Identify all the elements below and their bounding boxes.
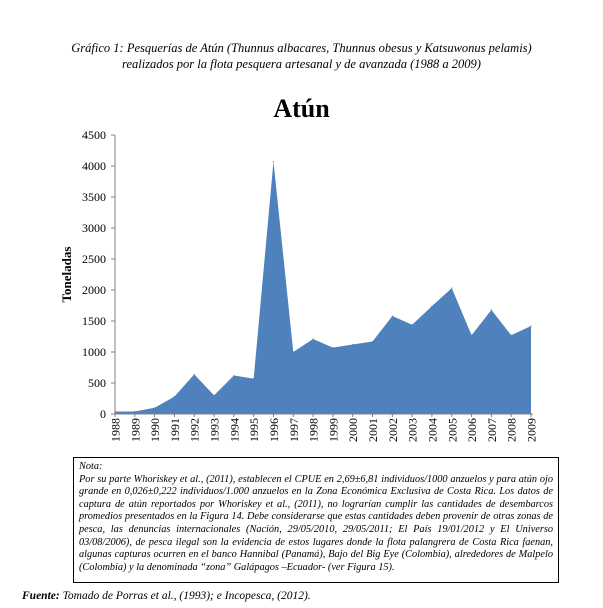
x-tick-label: 2005 (445, 418, 460, 442)
data-point-2001 (372, 341, 373, 342)
y-axis-title: Toneladas (59, 246, 74, 303)
y-tick-label: 4000 (82, 159, 106, 173)
source-line (22, 590, 311, 602)
x-tick-label: 1988 (108, 418, 123, 442)
data-point-2004 (431, 306, 432, 307)
data-point-2007 (491, 309, 492, 310)
x-tick-label: 2006 (465, 418, 480, 442)
y-tick-label: 500 (88, 376, 106, 390)
data-point-1993 (213, 395, 214, 396)
data-point-1994 (233, 375, 234, 376)
source-label: Fuente: (22, 590, 60, 602)
x-tick-label: 1990 (148, 418, 163, 442)
x-tick-label: 2000 (346, 418, 361, 442)
caption-line-1: Gráfico 1: Pesquerías de Atún (Thunnus albacares, Thunnus obesus y Katsuwonus pelamis) (71, 41, 532, 55)
y-tick-label: 3000 (82, 221, 106, 235)
y-tick-label: 2000 (82, 283, 106, 297)
x-tick-label: 1999 (326, 418, 341, 442)
x-tick-label: 1991 (167, 418, 182, 442)
note-box (73, 457, 559, 583)
x-tick-label: 2001 (366, 418, 381, 442)
data-point-2003 (412, 324, 413, 325)
note-title: Nota: (79, 461, 103, 472)
x-tick-label: 1998 (306, 418, 321, 442)
y-tick-label: 1500 (82, 314, 106, 328)
data-point-1991 (174, 396, 175, 397)
data-point-2002 (392, 315, 393, 316)
data-point-2006 (471, 335, 472, 336)
x-tick-label: 1989 (128, 418, 143, 442)
data-point-1998 (313, 338, 314, 339)
source-text: Tomado de Porras et al., (1993); e Incopesca, (2012). (59, 590, 311, 602)
y-tick-label: 2500 (82, 252, 106, 266)
x-tick-label: 1996 (266, 418, 281, 442)
x-tick-label: 1993 (207, 418, 222, 442)
x-tick-label: 2003 (405, 418, 420, 442)
data-point-2008 (511, 335, 512, 336)
y-tick-label: 4500 (82, 128, 106, 142)
x-tick-label: 1997 (286, 418, 301, 442)
x-tick-label: 2007 (484, 418, 499, 442)
chart-title: Atún (273, 94, 330, 123)
data-point-2005 (451, 288, 452, 289)
y-tick-label: 3500 (82, 190, 106, 204)
note-text: Por su parte Whoriskey et al., (2011), establecen el CPUE en 2,69±6,81 individuos/1000 anzuelos y para atún ojo grande en 0,026±0,222 individuos/1.000 anzuelos en la Zona Económica Exclusiva de Costa Rica. Los datos de captura de atún reportados por Whoriskey et al., (2011), no lograrían cumplir las cantidades de desembarcos promedios presentados en la Figura 14. Debe considerarse que estas cantidades deben provenir de otras zonas de pesca, las denuncias internacionales (Nación, 29/05/2010, 29/05/2011; El País 19/01/2012 y El Universo 03/08/2006), de pesca ilegal son la evidencia de estos lugares donde la flota palangrera de Costa Rica faenan, algunas capturas ocurren en el banco Hannibal (Panamá), Bajo del Big Eye (Colombia), alrededores de Malpelo (Colombia) y la denominada “zona” Galápagos –Ecuador- (ver Figura 15). (79, 473, 553, 573)
data-point-1990 (154, 407, 155, 408)
data-point-1992 (194, 374, 195, 375)
data-point-1997 (293, 351, 294, 352)
x-tick-label: 1994 (227, 418, 242, 442)
caption-line-2: realizados por la flota pesquera artesanal y de avanzada (1988 a 2009) (122, 57, 481, 71)
data-point-2000 (352, 344, 353, 345)
y-tick-label: 1000 (82, 345, 106, 359)
data-point-1996 (273, 161, 274, 162)
x-tick-label: 2008 (504, 418, 519, 442)
x-tick-label: 2009 (524, 418, 539, 442)
data-point-1989 (134, 411, 135, 412)
data-point-1999 (332, 347, 333, 348)
x-tick-label: 2002 (385, 418, 400, 442)
data-point-1995 (253, 378, 254, 379)
y-tick-label: 0 (100, 407, 106, 421)
x-tick-label: 1992 (187, 418, 202, 442)
area-series-atun (115, 162, 531, 414)
x-tick-label: 2004 (425, 418, 440, 442)
data-point-2009 (530, 325, 531, 326)
x-tick-label: 1995 (247, 418, 262, 442)
